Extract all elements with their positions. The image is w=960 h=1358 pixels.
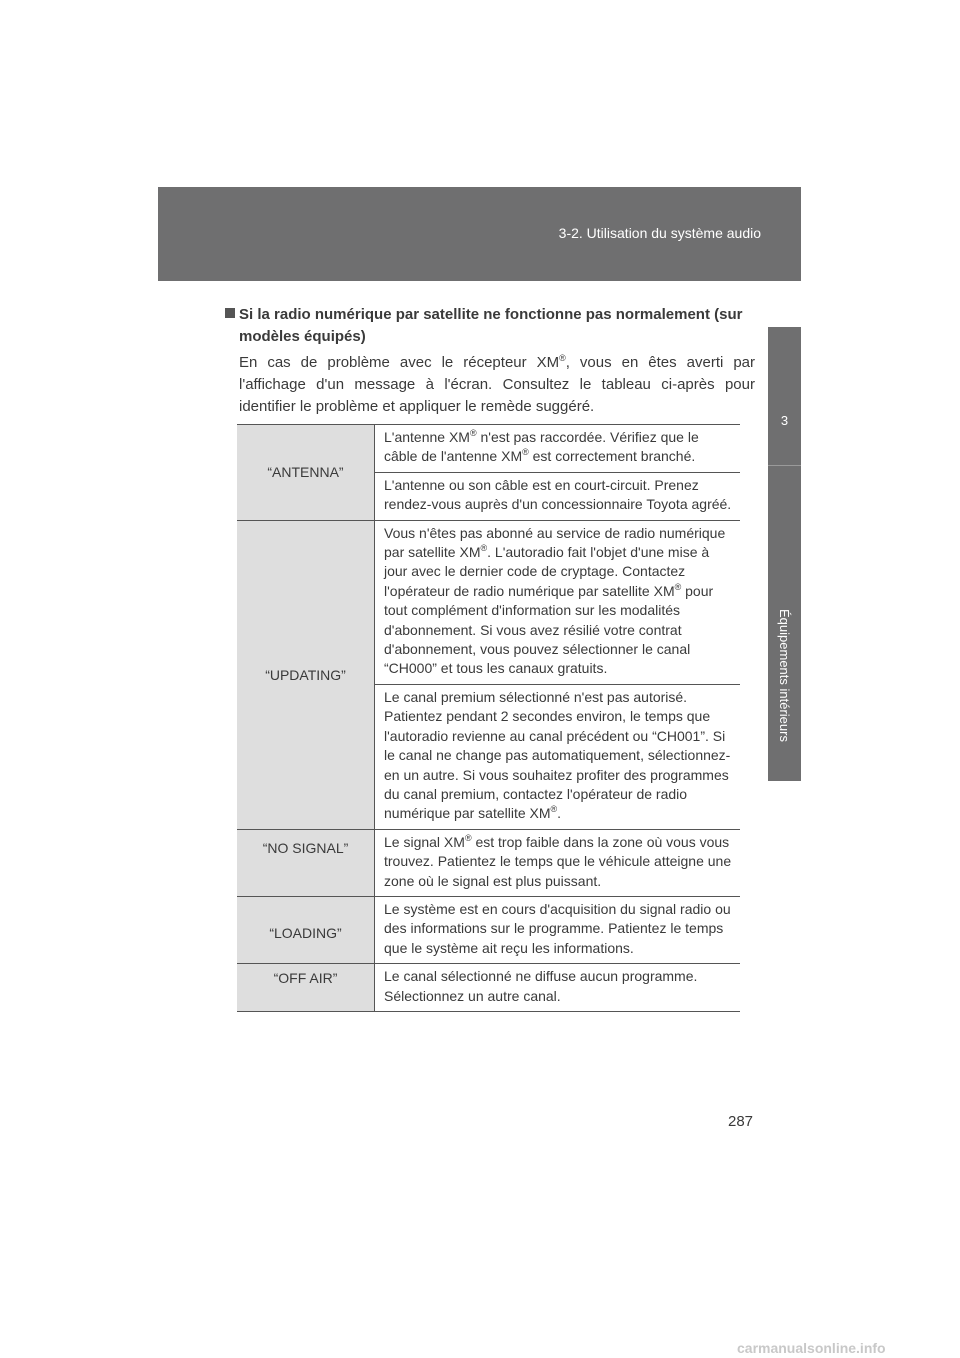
section-title-line2: modèles équipés) — [239, 328, 366, 345]
header-band — [158, 187, 801, 281]
table-row — [237, 829, 740, 896]
desc-text: Le canal premium sélectionné n'est pas autorisé. Patientez pendant 2 secondes environ, le temps que l'autoradio revienne au canal précédent ou “CH001”. Si le canal ne change pas automatiquement, sélectionnez-en un autre. Si vous souhaitez profiter des programmes du canal premium, contactez l'opérateur de radio numérique par satellite XM — [384, 688, 731, 822]
registered-mark: ® — [674, 581, 682, 592]
desc-text: . — [557, 805, 562, 822]
desc-text: pour tout complément d'information sur les modalités d'abonnement. Si vous avez résilié votre contrat d'abonnement, vous pouvez sélectionner le canal “CH000” et tous les canaux gratuits. — [384, 582, 714, 677]
section-title — [225, 304, 755, 348]
registered-mark: ® — [522, 447, 529, 458]
intro-text-a: En cas de problème avec le récepteur XM — [239, 354, 560, 371]
tab-divider — [768, 465, 801, 466]
page-number: 287 — [728, 1113, 754, 1130]
message-description — [375, 521, 740, 684]
desc-text: est correctement branché. — [528, 448, 696, 465]
message-description: Le système est en cours d'acquisition du signal radio ou des informations sur le programme. Patientez le temps que le système ait reçu les informations. — [384, 900, 731, 956]
section-title-line1: Si la radio numérique par satellite ne fonctionne pas normalement (sur — [239, 306, 743, 323]
registered-mark: ® — [480, 543, 488, 554]
chapter-label-wrapper — [768, 555, 801, 795]
square-bullet-icon — [225, 308, 235, 318]
message-description: L'antenne ou son câble est en court-circuit. Prenez rendez-vous auprès d'un concessionnaire Toyota agréé. — [375, 472, 740, 520]
message-code: “OFF AIR” — [237, 964, 375, 1011]
desc-text: L'antenne XM — [384, 429, 470, 445]
message-code: “LOADING” — [237, 897, 375, 963]
message-code: “UPDATING” — [237, 521, 375, 829]
desc-text: Vous n'êtes pas abonné au service de radio numérique par satellite XM — [384, 524, 726, 561]
message-description — [375, 684, 740, 829]
message-code: “NO SIGNAL” — [237, 830, 375, 896]
table-row — [237, 520, 740, 829]
watermark: carmanualsonline.info — [737, 1340, 886, 1356]
message-table — [237, 424, 740, 1012]
message-code: “ANTENNA” — [237, 425, 375, 520]
registered-mark: ® — [550, 804, 558, 815]
desc-text: est trop faible dans la zone où vous vous trouvez. Patientez le temps que le véhicule atteigne une zone où le signal est plus puissant. — [384, 833, 732, 889]
registered-mark: ® — [469, 428, 477, 438]
table-row — [237, 424, 740, 520]
message-descriptions — [375, 521, 740, 829]
message-descriptions — [375, 425, 740, 520]
intro-paragraph — [239, 352, 755, 418]
chapter-number: 3 — [780, 413, 789, 428]
registered-mark: ® — [464, 832, 472, 843]
message-descriptions — [375, 897, 740, 963]
desc-text: . L'autoradio fait l'objet d'une mise à jour avec le dernier code de cryptage. Contactez l'opérateur de radio numérique par satellite XM — [384, 544, 710, 599]
table-row — [237, 896, 740, 963]
message-description — [375, 425, 740, 472]
chapter-label: Équipements intérieurs — [777, 608, 792, 742]
message-descriptions — [375, 830, 740, 896]
desc-text: n'est pas raccordée. Vérifiez que le câble de l'antenne XM — [384, 429, 699, 465]
chapter-tab — [768, 327, 801, 781]
message-description — [375, 830, 740, 896]
section-heading: 3-2. Utilisation du système audio — [558, 225, 761, 241]
table-row — [237, 963, 740, 1011]
message-descriptions — [375, 964, 740, 1011]
intro-text-b: , vous en êtes averti par l'affichage d'un message à l'écran. Consultez le tableau ci-après pour identifier le problème et appliquer le remède suggéré. — [239, 354, 755, 415]
desc-text: Le signal XM — [384, 833, 465, 850]
registered-mark: ® — [559, 353, 566, 363]
message-description: Le canal sélectionné ne diffuse aucun programme. Sélectionnez un autre canal. — [384, 968, 698, 1004]
